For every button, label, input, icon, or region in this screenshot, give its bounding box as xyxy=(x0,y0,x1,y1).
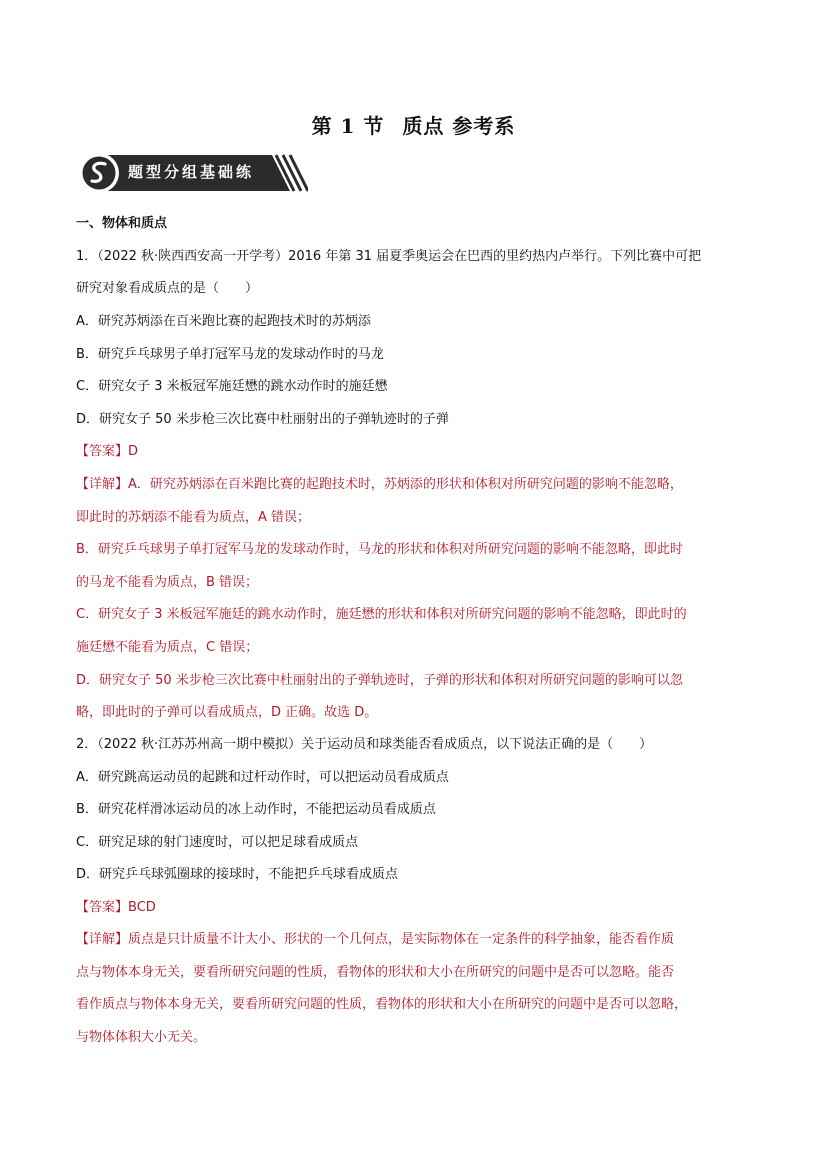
q1-stem-line2: 研究对象看成质点的是（ ） xyxy=(76,281,259,296)
title-topic: 质点 参考系 xyxy=(402,114,516,138)
banner-label: 题型分组基础练 xyxy=(128,163,255,181)
s-swirl-badge-icon xyxy=(79,153,119,193)
q2-answer: 【答案】BCD xyxy=(76,900,156,915)
q1-explanation-b-line2: 的马龙不能看为质点，B 错误； xyxy=(76,575,259,590)
q2-explanation-line3: 看作质点与物体本身无关，要看所研究问题的性质，看物体的形状和大小在所研究的问题中是否可以忽略， xyxy=(76,997,688,1012)
q1-explanation-c-line2: 施廷懋不能看为质点，C 错误； xyxy=(76,640,259,655)
q1-explanation-d-line1: D．研究女子 50 米步枪三次比赛中杜丽射出的子弹轨迹时，子弹的形状和体积对所研究问题的影响可以忽 xyxy=(76,673,683,688)
q1-option-a: A．研究苏炳添在百米跑比赛的起跑技术时的苏炳添 xyxy=(76,314,371,329)
title-section-number: 第 1 节 xyxy=(311,114,385,138)
q2-explanation-line4: 与物体体积大小无关。 xyxy=(76,1030,207,1045)
q2-option-d: D．研究乒乓球弧圈球的接球时，不能把乒乓球看成质点 xyxy=(76,867,399,882)
page-title xyxy=(0,110,827,139)
q1-explanation-b-line1: B．研究乒乓球男子单打冠军马龙的发球动作时，马龙的形状和体积对所研究问题的影响不能忽略，即此时 xyxy=(76,542,683,557)
q1-option-d: D．研究女子 50 米步枪三次比赛中杜丽射出的子弹轨迹时的子弹 xyxy=(76,412,449,427)
q2-stem: 2．（2022 秋·江苏苏州高一期中模拟）关于运动员和球类能否看成质点，以下说法正确的是（ ） xyxy=(76,737,653,752)
q2-option-b: B．研究花样滑冰运动员的冰上动作时，不能把运动员看成质点 xyxy=(76,802,436,817)
q2-option-c: C．研究足球的射门速度时，可以把足球看成质点 xyxy=(76,835,359,850)
q1-explanation-c-line1: C．研究女子 3 米板冠军施廷的跳水动作时，施廷懋的形状和体积对所研究问题的影响不能忽略，即此时的 xyxy=(76,607,687,622)
q1-answer: 【答案】D xyxy=(76,444,139,459)
q1-option-b: B．研究乒乓球男子单打冠军马龙的发球动作时的马龙 xyxy=(76,347,384,362)
q1-option-c: C．研究女子 3 米板冠军施廷懋的跳水动作时的施廷懋 xyxy=(76,379,388,394)
q1-explanation-d-line2: 略，即此时的子弹可以看成质点，D 正确。故选 D。 xyxy=(76,705,378,720)
q2-explanation-line1: 【详解】质点是只计质量不计大小、形状的一个几何点，是实际物体在一定条件的科学抽象，能否看作质 xyxy=(76,932,675,947)
q2-explanation-line2: 点与物体本身无关，要看所研究问题的性质，看物体的形状和大小在所研究的问题中是否可以忽略。能否 xyxy=(76,965,675,980)
q1-explanation-a-line2: 即此时的苏炳添不能看为质点，A 错误； xyxy=(76,510,311,525)
q1-stem-line1: 1．（2022 秋·陕西西安高一开学考）2016 年第 31 届夏季奥运会在巴西的里约热内卢举行。下列比赛中可把 xyxy=(76,249,702,264)
q2-option-a: A．研究跳高运动员的起跳和过杆动作时，可以把运动员看成质点 xyxy=(76,770,449,785)
q1-explanation-a-line1: 【详解】A．研究苏炳添在百米跑比赛的起跑技术时，苏炳添的形状和体积对所研究问题的影响不能忽略， xyxy=(76,477,683,492)
section-heading: 一、物体和质点 xyxy=(76,216,168,231)
